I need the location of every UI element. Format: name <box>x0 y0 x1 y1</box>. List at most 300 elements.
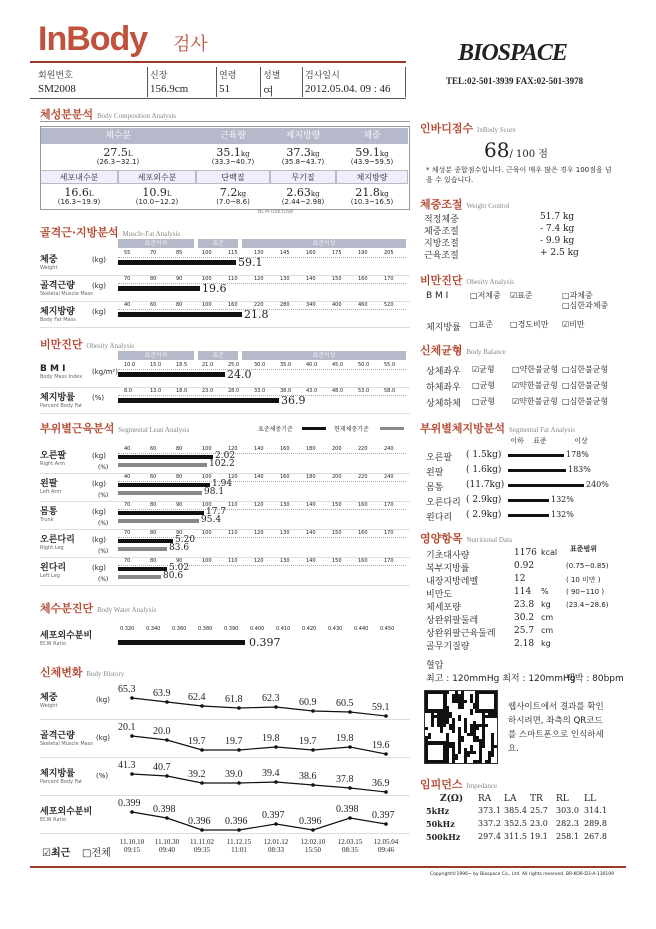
tick-label: 130 <box>280 530 290 536</box>
row-label: 체중 Weight <box>40 693 58 709</box>
bar-current-weight <box>118 519 199 523</box>
row-label: B M I Body Mass Index <box>40 364 83 380</box>
section-title: 체중조절 <box>420 198 463 211</box>
bp-label: 혈압 <box>426 661 444 671</box>
row-label: 골격근량 Skeletal Muscle Mass <box>40 731 93 747</box>
scale-header: 표준이하 <box>118 239 194 248</box>
tick-label: 33.0 <box>254 388 266 394</box>
wc-value: 51.7 kg <box>540 212 575 222</box>
pbf-option: □경도비만 <box>510 320 549 329</box>
history-point <box>237 748 241 752</box>
bc-sub-range: (10.0~12.2) <box>135 198 179 206</box>
history-value: 19.7 <box>299 736 317 747</box>
range-header: 표준범위 <box>570 545 598 553</box>
row-unit: (kg) <box>92 508 106 516</box>
bar-value: 2.02 <box>215 451 236 461</box>
history-value: 0.396 <box>188 816 211 827</box>
tick-label: 90 <box>176 530 183 536</box>
bc-sub-range: (7.0~8.6) <box>216 198 250 206</box>
tick-label: 150 <box>332 276 342 282</box>
imp-cell: 289.8 <box>584 819 607 828</box>
section-title-en: Segmental Lean Analysis <box>118 426 190 434</box>
mfa-title <box>40 224 180 240</box>
bar-value: 0.397 <box>249 636 281 649</box>
tick-label: 150 <box>332 558 342 564</box>
row-label: 세포외수분비 ECW Ratio <box>40 631 93 647</box>
tick-label: 340 <box>306 302 316 308</box>
bar-value: 17.7 <box>206 507 227 517</box>
nutri-label: 체세포량 <box>426 603 461 613</box>
inbody-score: 68/ 100 점 <box>484 138 548 162</box>
balance-label: 하체좌우 <box>426 383 461 393</box>
info-separator <box>260 67 261 97</box>
imp-cell: 352.5 <box>504 819 527 828</box>
tick-label: 160 <box>306 250 316 256</box>
row-unit-2: (%) <box>98 576 109 583</box>
history-point <box>130 734 134 738</box>
tick-label: 43.0 <box>306 388 318 394</box>
history-point <box>274 780 278 784</box>
info-bottom-line <box>30 98 406 99</box>
history-point <box>200 748 204 752</box>
tick-label: 0.380 <box>198 626 213 632</box>
bar-value: 24.0 <box>227 368 252 381</box>
bar <box>118 260 236 265</box>
nutri-label: 비만도 <box>426 590 453 600</box>
info-value: 51 <box>219 83 230 95</box>
bar-value-2: 80.6 <box>163 571 184 581</box>
section-title-en: Obesity Analysis <box>466 278 514 286</box>
row-line <box>40 413 410 414</box>
seg-fat-label: 왼다리 <box>426 513 453 523</box>
history-value: 0.396 <box>299 816 322 827</box>
nutri-value: 30.2 <box>514 613 535 623</box>
section-title: 부위별체지방분석 <box>420 422 506 435</box>
grid <box>118 395 406 396</box>
bc-sub-range: (10.3~16.5) <box>350 198 394 206</box>
info-value: 여 <box>263 86 274 98</box>
info-value: SM2008 <box>38 83 76 95</box>
tick-label: 0.320 <box>120 626 135 632</box>
row-unit: (kg) <box>92 480 106 488</box>
nutri-value: 23.8 <box>514 600 535 610</box>
tick-label: 200 <box>332 446 342 452</box>
history-date: 12.01.12 08:33 <box>263 838 289 854</box>
tick-label: 48.0 <box>332 388 344 394</box>
balance-option: □균형 <box>472 381 496 390</box>
imp-head: RA <box>478 794 492 804</box>
tick-label: 205 <box>384 250 394 256</box>
tick-label: 90 <box>176 558 183 564</box>
pbf-label: 체지방률 <box>426 323 461 333</box>
tick-label: 160 <box>280 474 290 480</box>
tick-label: 0.450 <box>380 626 395 632</box>
bar-value: 1.94 <box>212 479 233 489</box>
history-date: 12.05.04 09:46 <box>373 838 399 854</box>
history-value: 0.396 <box>225 816 248 827</box>
tick-label: 55 <box>124 250 131 256</box>
legend-current: 현재체중기준 <box>334 426 369 433</box>
seg-fat-pct: 178% <box>566 450 589 459</box>
tick-label: 130 <box>280 502 290 508</box>
history-value: 59.1 <box>372 702 390 713</box>
legend-standard: 표준체중기준 <box>258 426 293 433</box>
imp-cell: 297.4 <box>478 832 501 841</box>
bar-current-weight <box>118 547 167 551</box>
imp-cell: 337.2 <box>478 819 501 828</box>
tick-label: 18.0 <box>176 388 188 394</box>
bc-sub-value: 10.9L <box>142 186 172 199</box>
history-point <box>348 786 352 790</box>
history-point <box>274 745 278 749</box>
row-line <box>40 301 410 302</box>
row-unit-2: (%) <box>98 464 109 471</box>
tick-label: 400 <box>332 302 342 308</box>
inbody-logo: InBody <box>38 20 148 58</box>
row-line <box>40 501 410 502</box>
row-unit: (%) <box>92 394 105 402</box>
balance-option: □심한불균형 <box>562 381 609 390</box>
tick-label: 90 <box>176 276 183 282</box>
history-value: 38.6 <box>299 771 317 782</box>
tick-label: 160 <box>358 558 368 564</box>
nutri-value: 1176 <box>514 548 537 558</box>
bar-current-weight <box>118 575 161 579</box>
imp-cell: 50kHz <box>426 819 455 829</box>
bar-value-2: 83.6 <box>169 543 190 553</box>
imp-cell: 385.4 <box>504 806 527 815</box>
biospace-logo: BIOSPACE <box>458 40 567 66</box>
section-title-en: Weight Control <box>466 202 510 210</box>
tick-label: 30.0 <box>254 362 266 368</box>
section-title-en: Segmental Fat Analysis <box>508 426 575 434</box>
history-value: 61.8 <box>225 694 243 705</box>
tick-label: 60 <box>150 302 157 308</box>
tick-label: 25.0 <box>228 362 240 368</box>
wc-label: 적정체중 <box>424 215 459 225</box>
bar-current-weight <box>118 463 207 467</box>
row-line <box>40 387 410 388</box>
grid <box>118 565 406 566</box>
history-value: 65.3 <box>118 684 136 695</box>
tick-label: 80 <box>150 276 157 282</box>
bc-value: 37.3kg <box>286 146 320 159</box>
history-point <box>274 822 278 826</box>
row-label: 오른팔 Right Arm <box>40 451 67 467</box>
bar-value-2: 95.4 <box>201 515 222 525</box>
bar <box>118 312 242 317</box>
bc-value: 35.1kg <box>216 146 250 159</box>
history-point <box>311 709 315 713</box>
tick-label: 130 <box>254 250 264 256</box>
scale-header: 표준 <box>198 351 238 360</box>
history-date: 11.12.15 11:01 <box>226 838 252 854</box>
row-line <box>40 275 410 276</box>
tick-label: 460 <box>358 302 368 308</box>
bar-standard-weight <box>118 483 210 487</box>
seg-fat-value: ( 2.9kg) <box>466 510 502 520</box>
bmi-label: B M I <box>426 291 449 301</box>
history-value: 39.4 <box>262 768 280 779</box>
tick-label: 160 <box>358 502 368 508</box>
seg-fat-value: ( 2.9kg) <box>466 495 502 505</box>
tick-label: 100 <box>202 302 212 308</box>
logo-subtitle: 검사 <box>173 34 208 55</box>
bar <box>118 372 225 377</box>
tick-label: 140 <box>254 474 264 480</box>
bc-header: 근육량 <box>196 128 270 144</box>
balance-option: □약한불균형 <box>512 365 559 374</box>
pbf-option: ☑비만 <box>562 320 585 329</box>
bar-value-2: 102.2 <box>209 459 235 469</box>
history-value: 0.397 <box>372 810 395 821</box>
qr-text: 웹사이트에서 결과를 확인하시려면, 좌측의 QR코드를 스마트폰으로 인식하세요. <box>508 702 604 754</box>
nutri-unit: kg <box>541 639 551 648</box>
bc-sub-header: 세포외수분 <box>118 170 196 184</box>
balance-option: ☑균형 <box>472 365 495 374</box>
history-value: 20.1 <box>118 722 136 733</box>
bar-value: 19.6 <box>202 282 227 295</box>
grid <box>118 283 406 284</box>
header-divider <box>30 61 406 63</box>
history-point <box>311 748 315 752</box>
history-value: 19.7 <box>188 736 206 747</box>
tick-label: 80 <box>176 302 183 308</box>
nutri-range: ( 90~110 ) <box>566 588 605 596</box>
seg-fat-bar <box>508 499 549 502</box>
tick-label: 70 <box>124 502 131 508</box>
bc-sub-header: 세포내수분 <box>40 170 118 184</box>
nutri-value: 2.18 <box>514 639 535 649</box>
line <box>40 121 410 122</box>
wc-value: + 2.5 kg <box>540 248 579 258</box>
tick-label: 170 <box>384 276 394 282</box>
info-label: 성별 <box>263 71 281 81</box>
tick-label: 0.360 <box>172 626 187 632</box>
balance-label: 상체하체 <box>426 399 461 409</box>
tick-label: 80 <box>150 558 157 564</box>
bc-value: 59.1kg <box>355 146 389 159</box>
row-label: 몸통 Trunk <box>40 507 58 523</box>
bc-sub-range: (2.44~2.98) <box>281 198 325 206</box>
tick-label: 160 <box>358 530 368 536</box>
section-title-en: Impedance <box>466 782 498 790</box>
history-point <box>165 816 169 820</box>
tick-label: 100 <box>202 474 212 480</box>
history-value: 19.6 <box>372 740 390 751</box>
history-point <box>165 738 169 742</box>
seg-fat-pct: 132% <box>551 510 574 519</box>
all-filter[interactable]: □전체 <box>82 848 111 859</box>
tick-label: 35.0 <box>280 362 292 368</box>
bar-value: 5.02 <box>169 563 190 573</box>
bc-range: (33.3~40.7) <box>211 158 255 166</box>
tick-label: 13.0 <box>150 388 162 394</box>
imp-head: LA <box>504 794 517 804</box>
tick-label: 50.0 <box>358 362 370 368</box>
imp-cell: 282.3 <box>556 819 579 828</box>
row-unit: (kg) <box>92 452 106 460</box>
row-unit-2: (%) <box>98 520 109 527</box>
tick-label: 0.390 <box>224 626 239 632</box>
pulse: 맥박 : 80bpm <box>566 674 624 684</box>
history-point <box>130 696 134 700</box>
history-value: 0.398 <box>336 804 359 815</box>
row-label: 체중 Weight <box>40 255 58 271</box>
row-line <box>40 719 410 720</box>
bar-value: 21.8 <box>244 308 269 321</box>
history-date: 11.10.30 09:40 <box>154 838 180 854</box>
tick-label: 23.0 <box>202 388 214 394</box>
info-label: 회원번호 <box>38 71 73 81</box>
section-title: 비만진단 <box>420 274 463 287</box>
history-point <box>200 704 204 708</box>
info-label: 연령 <box>219 71 237 81</box>
recent-filter[interactable]: ☑최근 <box>42 848 71 859</box>
bc-sub-value: 16.6L <box>64 186 94 199</box>
balance-option: □균형 <box>472 397 496 406</box>
row-label: 세포외수분비 ECW Ratio <box>40 807 93 823</box>
row-unit: (kg) <box>92 564 106 572</box>
tick-label: 120 <box>254 558 264 564</box>
info-separator <box>302 67 303 97</box>
row-unit: (kg/m²) <box>92 368 118 376</box>
nutri-label: 골무기질량 <box>426 642 470 652</box>
body-comp-title <box>40 106 176 122</box>
bar-standard-weight <box>118 567 167 571</box>
tick-label: 60 <box>150 474 157 480</box>
history-value: 41.3 <box>118 760 136 771</box>
nutri-range: (0.75~0.85) <box>566 562 609 570</box>
row-unit: (%) <box>96 772 109 780</box>
tick-label: 110 <box>228 276 238 282</box>
section-title: 부위별근육분석 <box>40 422 115 435</box>
legend-current-swatch <box>380 427 404 430</box>
section-title: 신체변화 <box>40 666 83 679</box>
imp-cell: 500kHz <box>426 832 461 842</box>
nutri-value: 114 <box>514 587 532 597</box>
section-title: 골격근·지방분석 <box>40 226 119 239</box>
history-value: 19.8 <box>336 733 354 744</box>
row-unit: (kg) <box>92 308 106 316</box>
seg-fat-bar <box>508 454 564 457</box>
grid <box>118 509 406 510</box>
history-value: 63.9 <box>153 688 171 699</box>
bc-sub-value: 2.63kg <box>286 186 320 199</box>
tick-label: 280 <box>280 302 290 308</box>
tick-label: 100 <box>202 276 212 282</box>
history-point <box>237 781 241 785</box>
history-point <box>130 810 134 814</box>
wc-value: - 9.9 kg <box>540 236 575 246</box>
footer-divider <box>30 866 626 868</box>
tick-label: 85 <box>176 250 183 256</box>
tick-label: 90 <box>176 502 183 508</box>
tick-label: 70 <box>124 530 131 536</box>
tick-label: 10.0 <box>124 362 136 368</box>
tick-label: 170 <box>384 502 394 508</box>
seg-fat-pct: 183% <box>568 465 591 474</box>
tick-label: 40 <box>124 302 131 308</box>
seg-fat-label: 오른다리 <box>426 498 461 508</box>
history-date: 12.03.15 08:35 <box>337 838 363 854</box>
section-title-en: Body Composition Analysis <box>96 112 176 120</box>
tick-label: 180 <box>306 474 316 480</box>
grid <box>118 369 406 370</box>
copyright: Copyright©1996~ by Biospace Co., Ltd. All rights reserved. BR-KOR-D3-A-130109 <box>430 872 615 877</box>
info-label: 신장 <box>150 71 168 81</box>
imp-cell: 25.7 <box>530 806 548 815</box>
pbf-option: □표준 <box>470 320 494 329</box>
tick-label: 80 <box>150 530 157 536</box>
bc-sub-header: 체지방량 <box>336 170 408 184</box>
tick-label: 110 <box>228 502 238 508</box>
qr-code <box>424 690 498 764</box>
tick-label: 58.0 <box>384 388 396 394</box>
tick-label: 100 <box>202 446 212 452</box>
info-separator <box>216 67 217 97</box>
history-value: 39.2 <box>188 769 206 780</box>
bc-sub-value: 7.2kg <box>219 186 247 199</box>
tick-label: 60 <box>150 446 157 452</box>
row-unit-2: (%) <box>98 548 109 555</box>
tick-label: 0.430 <box>328 626 343 632</box>
tick-label: 140 <box>254 446 264 452</box>
nutri-range: ( 10 미만 ) <box>566 576 601 584</box>
bar <box>118 286 200 291</box>
tick-label: 53.0 <box>358 388 370 394</box>
grid <box>118 453 406 454</box>
imp-cell: 314.1 <box>584 806 607 815</box>
tick-label: 100 <box>202 250 212 256</box>
imp-head: TR <box>530 794 543 804</box>
history-point <box>311 828 315 832</box>
section-title: 비만진단 <box>40 338 83 351</box>
bmi-option: ☑표준 <box>510 291 533 300</box>
bc-range: (43.9~59.5) <box>350 158 394 166</box>
section-title-en: Nutritional Data <box>466 536 513 544</box>
wc-label: 근육조절 <box>424 251 459 261</box>
history-value: 40.7 <box>153 762 171 773</box>
balance-option: □심한불균형 <box>562 365 609 374</box>
tick-label: 21.0 <box>202 362 214 368</box>
grid <box>118 481 406 482</box>
history-point <box>200 828 204 832</box>
bc-sub-range: (16.3~19.9) <box>57 198 101 206</box>
tick-label: 130 <box>280 276 290 282</box>
row-unit: (kg) <box>96 734 110 742</box>
tick-label: 0.420 <box>302 626 317 632</box>
impedance-title <box>420 776 497 792</box>
history-value: 62.4 <box>188 692 206 703</box>
bc-range: (35.8~43.7) <box>281 158 325 166</box>
row-unit: (kg) <box>96 696 110 704</box>
imp-cell: 311.5 <box>504 832 527 841</box>
history-point <box>274 705 278 709</box>
tick-label: 40 <box>124 446 131 452</box>
bmi-option: □심한과체중 <box>562 301 609 310</box>
contact-phone: TEL:02-501-3939 FAX:02-501-3978 <box>446 76 584 86</box>
row-label: 왼다리 Left Leg <box>40 563 67 579</box>
seg-fat-title <box>420 420 575 436</box>
seg-fat-label: 왼팔 <box>426 468 444 478</box>
history-value: 36.9 <box>372 778 390 789</box>
seg-title <box>40 420 189 436</box>
imp-head: RL <box>556 794 569 804</box>
section-title-en: Body History <box>86 670 125 678</box>
balance-option: ☑약한불균형 <box>512 397 558 406</box>
imp-cell: 267.8 <box>584 832 607 841</box>
